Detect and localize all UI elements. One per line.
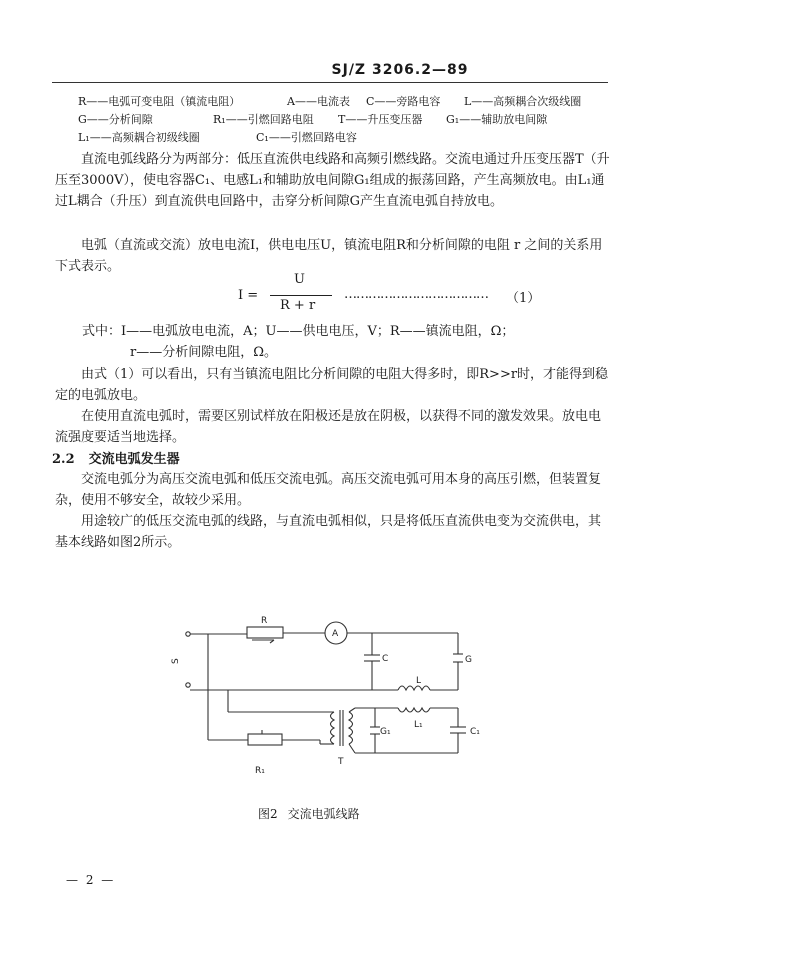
paragraph-ac-arc-types: 交流电弧分为高压交流电弧和低压交流电弧。高压交流电弧可用本身的高压引燃，但装置复杂，使用不够安全，故较少采用。: [55, 472, 602, 508]
symbol-def: C₁——引燃回路电容: [256, 131, 357, 144]
label-A: A: [332, 629, 339, 639]
page-number: — 2 —: [66, 873, 116, 887]
input-terminal-bottom: [186, 683, 190, 687]
formula-numerator: U: [294, 272, 305, 287]
paragraph-low-voltage-ac: 用途较广的低压交流电弧的线路，与直流电弧相似，只是将低压直流供电变为交流供电，其基本线路如图2所示。: [55, 514, 602, 550]
symbol-def: G₁——辅助放电间隙: [446, 113, 548, 126]
symbol-def: L₁——高频耦合初级线圈: [78, 131, 200, 144]
where-line-1: 式中：I——电弧放电电流，A；U——供电电压，V；R——镇流电阻，Ω；: [82, 324, 515, 339]
input-terminal-top: [186, 632, 190, 636]
figure-number: 图2: [258, 807, 278, 821]
label-S: S: [171, 658, 181, 664]
formula-lhs: I =: [238, 288, 259, 303]
symbol-def: A——电流表: [287, 95, 350, 108]
symbol-def: C——旁路电容: [366, 95, 441, 108]
coil-L1: [398, 708, 430, 712]
figure-caption: [258, 805, 360, 822]
symbol-def: R——电弧可变电阻（镇流电阻）: [78, 95, 241, 108]
formula-leader-dots: ………………………………: [344, 287, 488, 302]
paragraph-stability: 由式（1）可以看出，只有当镇流电阻比分析间隙的电阻大得多时，即R>>r时，才能得到稳定的电弧放电。: [55, 367, 609, 403]
coil-L: [398, 686, 430, 690]
figure-title: 交流电弧线路: [287, 807, 360, 821]
resistor-R: [247, 627, 283, 638]
formula-denominator: R + r: [280, 298, 316, 313]
paragraph-polarity: 在使用直流电弧时，需要区别试样放在阳极还是放在阴极，以获得不同的激发效果。放电电流强度要适当地选择。: [55, 409, 602, 445]
standard-number-header: SJ/Z 3206.2—89: [331, 62, 469, 78]
label-R1: R₁: [255, 766, 265, 776]
symbol-def: T——升压变压器: [338, 113, 423, 126]
transformer-primary: [331, 712, 335, 744]
label-C1: C₁: [470, 727, 480, 737]
paragraph-dc-arc-circuit: 直流电弧线路分为两部分：低压直流供电线路和高频引燃线路。交流电通过升压变压器T（升压至3000V），使电容器C₁、电感L₁和辅助放电间隙G₁组成的振荡回路，产生高频放电。由L₁通过L耦合（升压）到直流供电回路中，击穿分析间隙G产生直流电弧自持放电。: [55, 152, 610, 209]
where-line-2: r——分析间隙电阻，Ω。: [130, 345, 277, 360]
section-number: 2.2: [52, 452, 75, 467]
transformer-secondary: [349, 712, 353, 744]
label-R: R: [261, 616, 268, 626]
formula-number: （1）: [506, 291, 541, 306]
section-title: 交流电弧发生器: [88, 452, 180, 467]
label-T: T: [338, 757, 344, 767]
label-L: L: [416, 676, 422, 686]
resistor-R1: [248, 734, 282, 745]
paragraph-current-relation: 电弧（直流或交流）放电电流I，供电电压U，镇流电阻R和分析间隙的电阻 r 之间的关系用下式表示。: [55, 238, 603, 274]
symbol-def: R₁——引燃回路电阻: [213, 113, 314, 126]
label-G1: G₁: [380, 727, 391, 737]
symbol-def: G——分析间隙: [78, 113, 153, 126]
label-L1: L₁: [414, 720, 423, 730]
label-C: C: [382, 654, 389, 664]
label-G: G: [465, 655, 472, 665]
symbol-def: L——高频耦合次级线圈: [464, 95, 582, 108]
